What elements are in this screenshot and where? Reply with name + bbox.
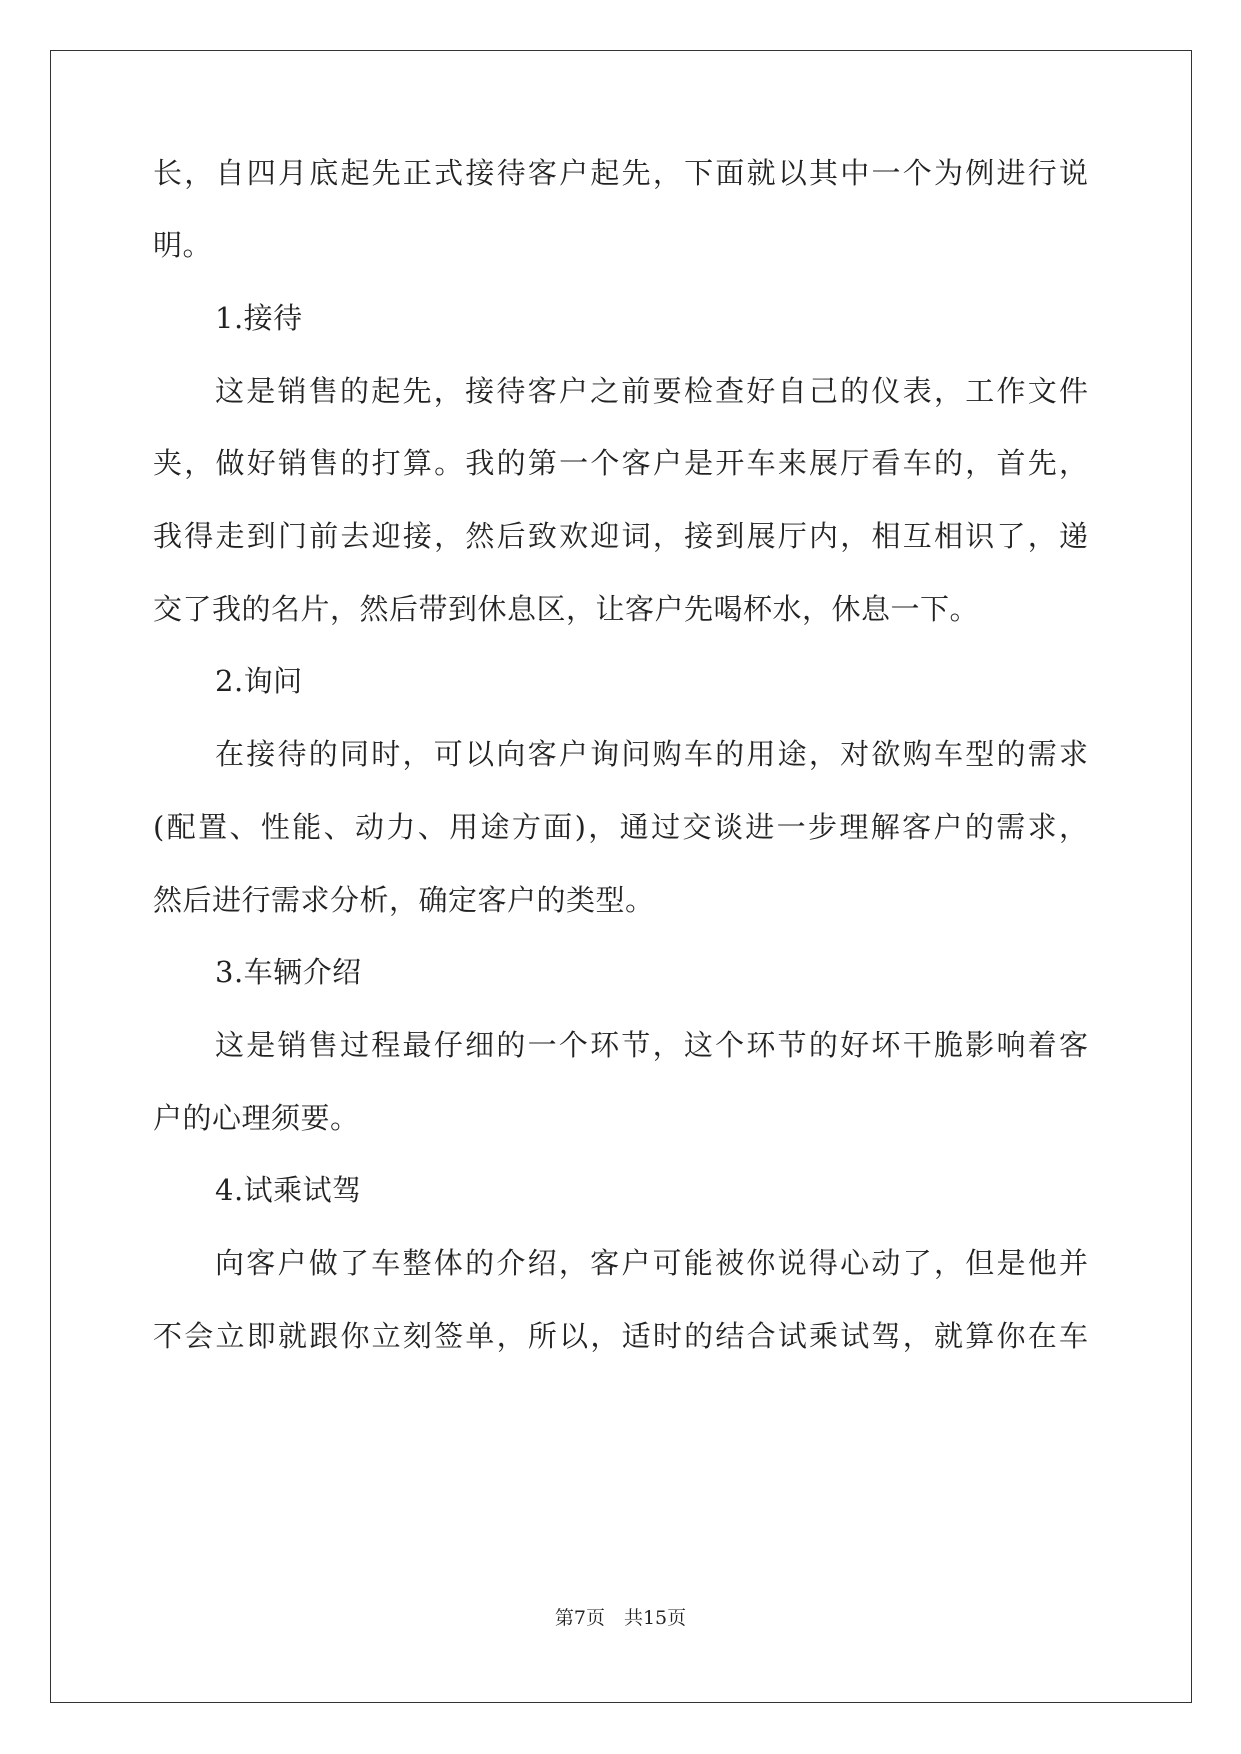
text-line: 向客户做了车整体的介绍，客户可能被你说得心动了，但是他并 [215,1246,1088,1280]
text-line: 户的心理须要。 [153,1101,360,1135]
section-heading-inquiry: 2.询问 [215,664,303,698]
text-line: 明。 [153,228,213,262]
page-number: 第7页 共15页 [554,1607,687,1629]
page-footer [0,1606,1241,1630]
text-line: 在接待的同时，可以向客户询问购车的用途，对欲购车型的需求 [215,737,1088,771]
text-line: 这是销售过程最仔细的一个环节，这个环节的好坏干脆影响着客 [215,1028,1088,1062]
text-line: (配置、性能、动力、用途方面)，通过交谈进一步理解客户的需求， [153,810,1088,844]
text-line: 然后进行需求分析，确定客户的类型。 [153,883,655,917]
text-line: 夹，做好销售的打算。我的第一个客户是开车来展厅看车的，首先， [153,446,1088,480]
section-heading-vehicle-intro: 3.车辆介绍 [215,955,362,989]
text-line: 长，自四月底起先正式接待客户起先，下面就以其中一个为例进行说 [153,156,1088,190]
text-line: 不会立即就跟你立刻签单，所以，适时的结合试乘试驾，就算你在车 [153,1319,1088,1353]
text-line: 我得走到门前去迎接，然后致欢迎词，接到展厅内，相互相识了，递 [153,519,1088,553]
section-heading-test-drive: 4.试乘试驾 [215,1173,362,1207]
text-line: 交了我的名片，然后带到休息区，让客户先喝杯水，休息一下。 [153,592,980,626]
text-line: 这是销售的起先，接待客户之前要检查好自己的仪表，工作文件 [215,374,1088,408]
section-heading-reception: 1.接待 [215,301,303,335]
